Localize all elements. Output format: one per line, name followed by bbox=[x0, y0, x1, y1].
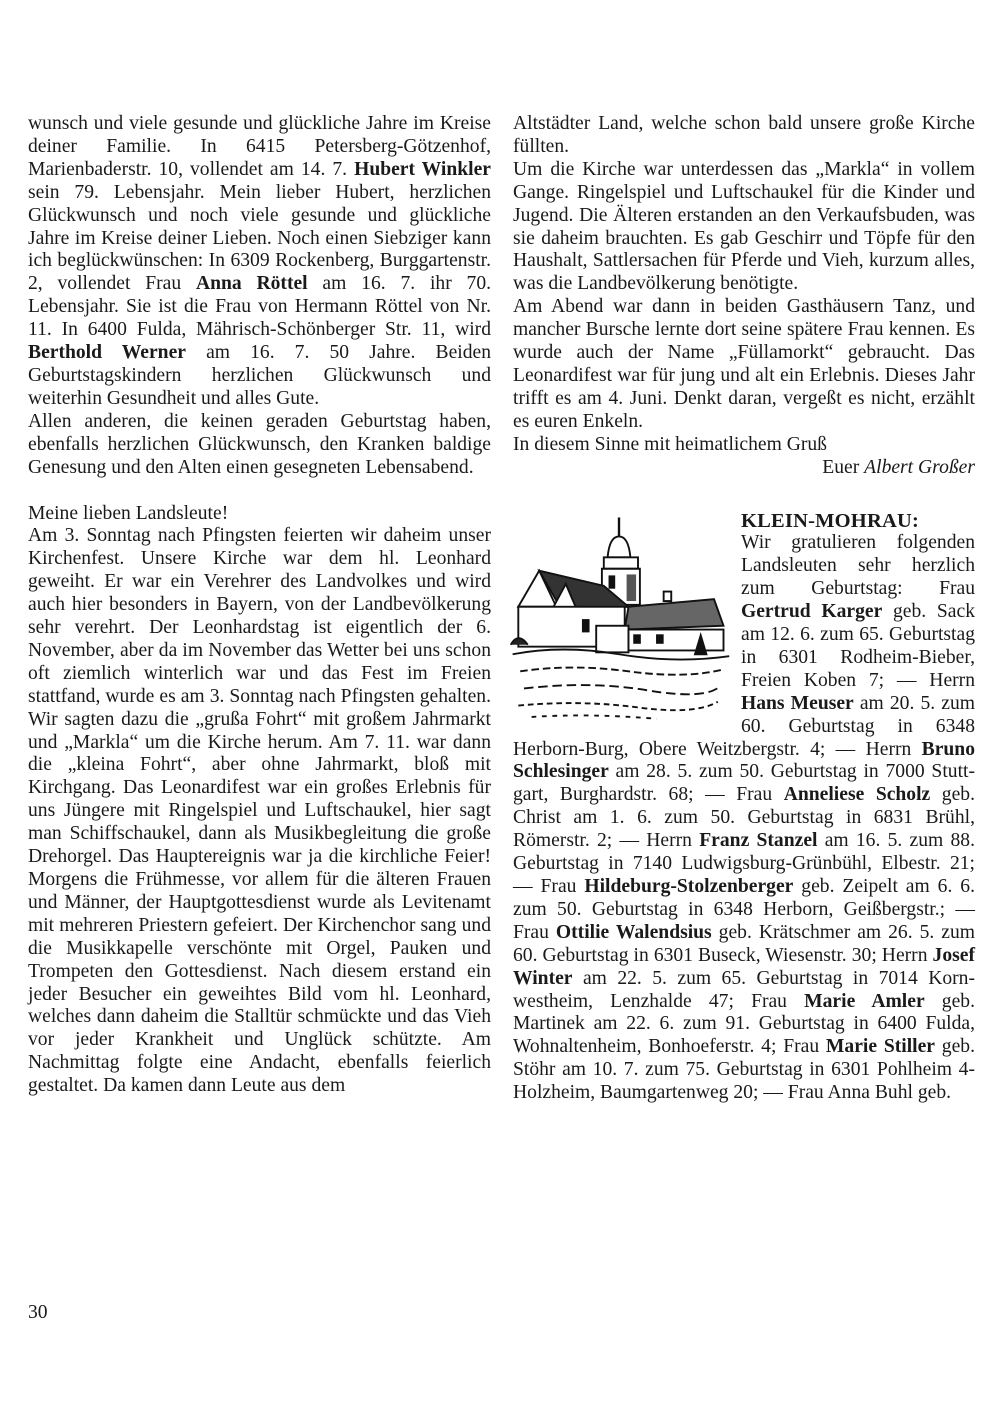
page-number: 30 bbox=[28, 1302, 48, 1323]
person-name: Hildeburg-Stolzenberger bbox=[584, 876, 794, 897]
salutation: Meine lieben Landsleute! bbox=[28, 502, 229, 524]
continuation-paragraph: Altstädter Land, welche schon bald unsere große Kirche füllten. bbox=[513, 113, 975, 157]
birthday-list-paragraph: Wir gratulieren folgenden Landsleuten sehr herzlich zum Geburtstag: Frau Gertrud Karger geb. Sack am 12. 6. zum 65. Geburtstag in 6301 Rodheim-Bieber, Freien Koben 7; — Herrn Hans Meuser am 20. 5. zum 60. Geburtstag in 6348 Herborn-Burg, Obere Weitzbergstr. 4; — Herrn Bruno Schlesinger am 28. 5. zum 50. Geburtstag in 7000 Stuttgart, Burghardstr. 68; — Frau Anneliese Scholz geb. Christ am 1. 6. zum 50. Geburtstag in 6831 Brühl, Römerstr. 2; — Herrn Franz Stanzel am 16. 5. zum 88. Geburtstag in 7140 Ludwigsburg-Grünbühl, Elbestr. 21; — Frau Hildeburg-Stolzenberger geb. Zeipelt am 6. 6. zum 50. Geburtstag in 6348 Herborn, Geißbergstr.; — Frau Ottilie Walendsius geb. Krätschmer am 26. 5. zum 60. Geburtstag in 6301 Buseck, Wiesenstr. 30; Herrn Josef Winter am 22. 5. zum 65. Geburtstag in 7014 Kornwestheim, Lenzhalde 47; Frau Marie Amler geb. Martinek am 22. 6. zum 91. Geburtstag in 6400 Fulda, Wohnaltenheim, Bonhoeferstr. 4; Frau Marie Stiller geb. Stöhr am 10. 7. zum 75. Geburtstag in 6301 Pohlheim 4-Holzheim, Baumgartenweg 20; — Frau Anna Buhl geb. bbox=[513, 532, 975, 1104]
spacer bbox=[28, 480, 491, 503]
section-heading: KLEIN-MOHRAU: bbox=[741, 509, 919, 532]
signature-name: Albert Großer bbox=[864, 456, 975, 478]
church-festival-paragraph: Am 3. Sonntag nach Pfingsten feierten wir daheim unser Kirchenfest. Unsere Kirche war dem hl. Leonhard geweiht. Er war ein Verehrer des Landvolkes und wird auch hier besonders in Bayern, von der Landbevölkerung sehr verehrt. Der Leonhardstag ist eigentlich der 6. November, aber da im November das Wetter bei uns schon oft ziemlich winterlich war und das Fest im Freien stattfand, wurde es am 3. Sonntag nach Pfingsten gehalten. Wir sagten dazu die „grußa Fohrt“ mit großem Jahrmarkt und „Markla“ um die Kirche herum. Am 7. 11. war dann die „kleina Fohrt“, aber ohne Jahrmarkt, bloß mit Kirchgang. Das Leonardifest war ein großes Erlebnis für uns Jüngere mit Ringelspiel und Luftschaukel, hier sagt man Schiffschaukel, dann als Musikbegleitung die große Drehorgel. Das Hauptereignis war ja die kirchliche Feier! Morgens die Frühmesse, vor allem für die älteren Frauen und Männer, der Hauptgottesdienst wurde als Levitenamt mit mehreren Priestern gefeiert. Der Kirchenchor sang und die Musikkapelle verschönte mit Orgel, Pauken und Trompeten den Gottesdienst. Nach diesem erstand ein jeder Besucher ein geweihtes Bild vom hl. Leonhard, welches dann daheim die Stalltür schmückte und das Vieh vor jeder Krankheit und Unglück schützte. Am Nachmittag folgte eine Andacht, ebenfalls feierlich gestaltet. Da kamen dann Leute aus dem bbox=[28, 525, 491, 1097]
person-name: Hans Meuser bbox=[741, 692, 854, 714]
closing-line: In diesem Sinne mit heimatlichem Gruß bbox=[513, 433, 827, 455]
person-name: Anna Röttel bbox=[195, 273, 308, 295]
person-name: Franz Stanzel bbox=[699, 830, 818, 852]
person-name: Bruno Schlesinger bbox=[513, 738, 975, 783]
klein-mohrau-section bbox=[513, 510, 975, 1106]
signature bbox=[513, 457, 975, 480]
person-name: Ottilie Walendsius bbox=[555, 921, 712, 943]
person-name: Josef Winter bbox=[513, 944, 975, 989]
birthday-paragraph-left: wunsch und viele gesunde und glückliche Jahre im Kreise deiner Familie. In 6415 Petersberg-Götzenhof, Marienbaderstr. 10, vollendet am 14. 7. Hubert Winkler sein 79. Lebensjahr. Mein lieber Hubert, herzlichen Glückwunsch und noch viele gesunde und glückliche Jahre im Kreise deiner Lieben. Noch einen Siebziger kann ich beglückwünschen: In 6309 Rockenberg, Burggartenstr. 2, vollendet Frau Anna Röttel am 16. 7. ihr 70. Lebensjahr. Sie ist die Frau von Hermann Röttel von Nr. 11. In 6400 Fulda, Mährisch-Schönberger Str. 11, wird Berthold Werner am 16. 7. 50 Jahre. Beiden Geburtstagskindern herzlichen Glückwunsch und weiterhin Gesundheit und alles Gute. bbox=[28, 113, 492, 409]
person-name: Berthold Werner bbox=[28, 342, 186, 364]
signature-prefix: Euer bbox=[822, 456, 860, 478]
person-name: Marie Amler bbox=[804, 990, 925, 1012]
right-column bbox=[513, 113, 975, 1105]
markla-paragraph: Um die Kirche war unterdessen das „Markla“ in vollem Gange. Ringelspiel und Luftschaukel für die Kinder und Jugend. Die Älteren erstanden an den Verkaufsbuden, was sie daheim brauchten. Es gab Geschirr und Töpfe für den Haushalt, Sattlersachen für Pferde und Vieh, kurzum alles, was die Landbevölkerung benötigte. bbox=[513, 158, 975, 295]
person-name: Anneliese Scholz bbox=[783, 784, 931, 806]
person-name: Marie Stiller bbox=[825, 1036, 935, 1058]
church-illustration-icon bbox=[505, 508, 733, 734]
wishes-paragraph: Allen anderen, die keinen geraden Geburtstag haben, ebenfalls herzlichen Glückwunsch, den Kranken baldige Genesung und den Alten einen gesegneten Lebensabend. bbox=[28, 410, 491, 478]
evening-paragraph: Am Abend war dann in beiden Gasthäusern Tanz, und mancher Bursche lernte dort seine spätere Frau kennen. Es wurde auch der Name „Füllamorkt“ gebraucht. Das Leonardifest war für jung und alt ein Erlebnis. Dieses Jahr trifft es am 4. Juni. Denkt daran, vergeßt es nicht, erzählt es euren Enkeln. bbox=[513, 296, 975, 432]
person-name: Gertrud Karger bbox=[741, 601, 883, 623]
left-column bbox=[28, 113, 491, 1098]
person-name: Hubert Winkler bbox=[354, 158, 491, 180]
